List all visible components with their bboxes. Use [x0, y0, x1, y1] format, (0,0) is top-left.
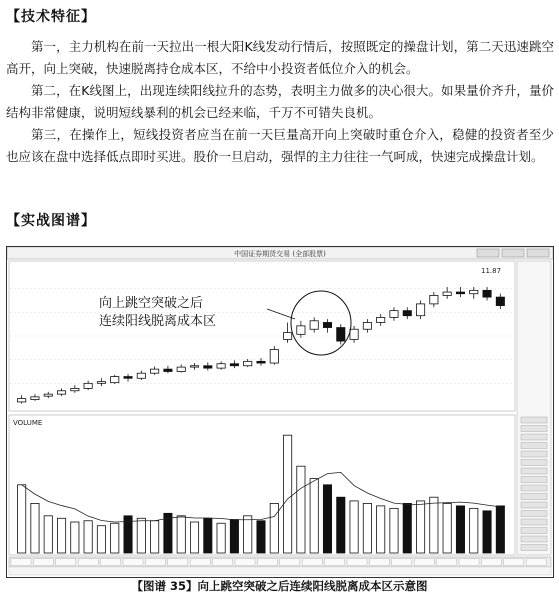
- volume-bar: [310, 479, 318, 553]
- candle-body: [390, 311, 398, 318]
- volume-bar: [403, 503, 411, 553]
- bottom-tab[interactable]: [392, 559, 412, 566]
- volume-bar: [57, 518, 65, 553]
- volume-bar: [18, 485, 26, 553]
- volume-moving-average: [22, 472, 501, 522]
- top-price-label: 11.87: [481, 267, 502, 275]
- bottom-tab[interactable]: [526, 559, 546, 566]
- candle-body: [44, 394, 52, 396]
- annotation-circle: [291, 291, 351, 355]
- candle-body: [470, 290, 478, 293]
- bottom-tab[interactable]: [11, 559, 31, 566]
- side-panel-button[interactable]: [521, 485, 547, 491]
- candle-body: [416, 304, 424, 316]
- candle-body: [111, 377, 119, 383]
- volume-bar: [244, 516, 252, 553]
- volume-bar: [71, 522, 79, 553]
- candle-body: [177, 367, 185, 371]
- candle-body: [71, 388, 79, 390]
- candle-body: [377, 317, 385, 322]
- side-panel-button[interactable]: [521, 502, 547, 508]
- bottom-tab[interactable]: [347, 559, 367, 566]
- volume-bar: [97, 526, 105, 553]
- bottom-tab[interactable]: [325, 559, 345, 566]
- volume-bar: [111, 523, 119, 553]
- side-panel-button[interactable]: [521, 536, 547, 542]
- candle-body: [483, 290, 491, 297]
- volume-bar: [150, 521, 158, 553]
- volume-bar: [456, 506, 464, 553]
- candle-body: [430, 295, 438, 303]
- volume-bar: [390, 508, 398, 553]
- side-panel-button[interactable]: [521, 511, 547, 517]
- candle-body: [217, 364, 225, 368]
- side-panel-button[interactable]: [521, 417, 547, 423]
- volume-bar: [416, 501, 424, 553]
- bottom-tab[interactable]: [33, 559, 53, 566]
- volume-bar: [377, 506, 385, 553]
- bottom-tab[interactable]: [280, 559, 300, 566]
- stock-chart-svg: [7, 247, 553, 577]
- volume-bar: [270, 503, 278, 553]
- volume-bar: [217, 523, 225, 553]
- side-panel-button[interactable]: [521, 494, 547, 500]
- stock-chart-figure: [6, 246, 554, 578]
- side-panel-button[interactable]: [521, 528, 547, 534]
- volume-bar: [430, 497, 438, 553]
- toolbar-button-3[interactable]: [527, 249, 549, 257]
- candle-body: [403, 311, 411, 316]
- candle-body: [496, 297, 504, 305]
- candle-body: [323, 322, 331, 327]
- bottom-tab[interactable]: [302, 559, 322, 566]
- bottom-tab[interactable]: [56, 559, 76, 566]
- volume-bar: [323, 485, 331, 553]
- candle-body: [230, 364, 238, 366]
- volume-bar: [443, 503, 451, 553]
- volume-bar: [337, 497, 345, 553]
- candle-body: [150, 369, 158, 373]
- candle-body: [363, 322, 371, 329]
- volume-bar: [31, 503, 39, 553]
- bottom-tab[interactable]: [145, 559, 165, 566]
- bottom-tab[interactable]: [101, 559, 121, 566]
- bottom-tab[interactable]: [414, 559, 434, 566]
- candle-body: [124, 377, 132, 379]
- candle-body: [443, 292, 451, 295]
- bottom-tab[interactable]: [235, 559, 255, 566]
- section-title-features: 【技术特征】: [6, 9, 96, 25]
- bottom-tab[interactable]: [123, 559, 143, 566]
- candle-body: [137, 373, 145, 378]
- candle-body: [18, 399, 26, 402]
- volume-bar: [230, 520, 238, 553]
- candle-body: [57, 391, 65, 394]
- bottom-tab[interactable]: [504, 559, 524, 566]
- candle-body: [270, 350, 278, 364]
- candle-body: [244, 361, 252, 365]
- side-panel-button[interactable]: [521, 468, 547, 474]
- volume-bar: [84, 521, 92, 553]
- bottom-tab[interactable]: [369, 559, 389, 566]
- side-panel-button[interactable]: [521, 545, 547, 551]
- paragraph-1: 第一，主力机构在前一天拉出一根大阳K线发动行情后，按照既定的操盘计划，第二天迅速跳空高开，向上突破，快速脱离持仓成本区，不给中小投资者低位介入的机会。: [6, 39, 554, 76]
- volume-bar: [470, 508, 478, 553]
- candle-body: [350, 329, 358, 339]
- candle-body: [164, 369, 172, 371]
- side-panel-button[interactable]: [521, 519, 547, 525]
- volume-bar: [363, 503, 371, 553]
- bottom-tab[interactable]: [190, 559, 210, 566]
- bottom-tab[interactable]: [459, 559, 479, 566]
- volume-bar: [44, 516, 52, 553]
- candle-body: [257, 361, 265, 363]
- volume-label: VOLUME: [13, 419, 43, 427]
- volume-bar: [297, 466, 305, 553]
- volume-bar: [350, 501, 358, 553]
- figure-caption: 【图谱 35】向上跳空突破之后连续阳线脱离成本区示意图: [131, 579, 428, 593]
- candle-body: [337, 328, 345, 342]
- side-panel-button[interactable]: [521, 426, 547, 432]
- volume-bar: [177, 516, 185, 553]
- volume-bar: [204, 518, 212, 553]
- paragraph-2: 第二，在K线图上，出现连续阳线拉升的态势，表明主力做多的决心很大。如果量价齐升，量价结构非常健康，说明短线暴利的机会已经来临，千万不可错失良机。: [6, 83, 554, 120]
- volume-bar: [483, 511, 491, 553]
- candle-body: [84, 383, 92, 388]
- volume-bar: [137, 518, 145, 553]
- paragraph-3: 第三，在操作上，短线投资者应当在前一天巨量高开向上突破时重仓介入，稳健的投资者至少也应该在盘中选择低点即时买进。股价一旦启动，强悍的主力往往一气呵成，快速完成操盘计划。: [6, 127, 554, 164]
- section-title-chart: 【实战图谱】: [6, 213, 96, 229]
- candle-body: [283, 333, 291, 340]
- candle-body: [204, 366, 212, 368]
- window-title: 中国证券期货交易 (全部股票): [234, 250, 326, 258]
- side-panel-button[interactable]: [521, 451, 547, 457]
- volume-bar: [190, 522, 198, 553]
- bottom-tab[interactable]: [481, 559, 501, 566]
- side-panel-button[interactable]: [521, 443, 547, 449]
- bottom-tab[interactable]: [437, 559, 457, 566]
- candle-body: [31, 397, 39, 400]
- candle-body: [310, 321, 318, 329]
- annotation-line-1: 向上跳空突破之后: [99, 296, 204, 311]
- volume-bar: [257, 521, 265, 553]
- side-panel-button[interactable]: [521, 460, 547, 466]
- side-panel-button[interactable]: [521, 434, 547, 440]
- volume-bar: [164, 513, 172, 553]
- side-panel-button[interactable]: [521, 477, 547, 483]
- toolbar-button-1[interactable]: [477, 249, 499, 257]
- candle-body: [190, 366, 198, 367]
- annotation-pointer: [267, 309, 295, 319]
- status-bar: [9, 567, 551, 575]
- candle-body: [97, 382, 105, 384]
- candle-body: [297, 326, 305, 334]
- candle-body: [456, 292, 464, 294]
- bottom-tab[interactable]: [78, 559, 98, 566]
- volume-bar: [283, 435, 291, 553]
- toolbar-button-2[interactable]: [502, 249, 524, 257]
- annotation-line-2: 连续阳线脱离成本区: [99, 314, 217, 329]
- bottom-tab[interactable]: [168, 559, 188, 566]
- bottom-tab[interactable]: [257, 559, 277, 566]
- bottom-tab[interactable]: [213, 559, 233, 566]
- volume-bar: [496, 506, 504, 553]
